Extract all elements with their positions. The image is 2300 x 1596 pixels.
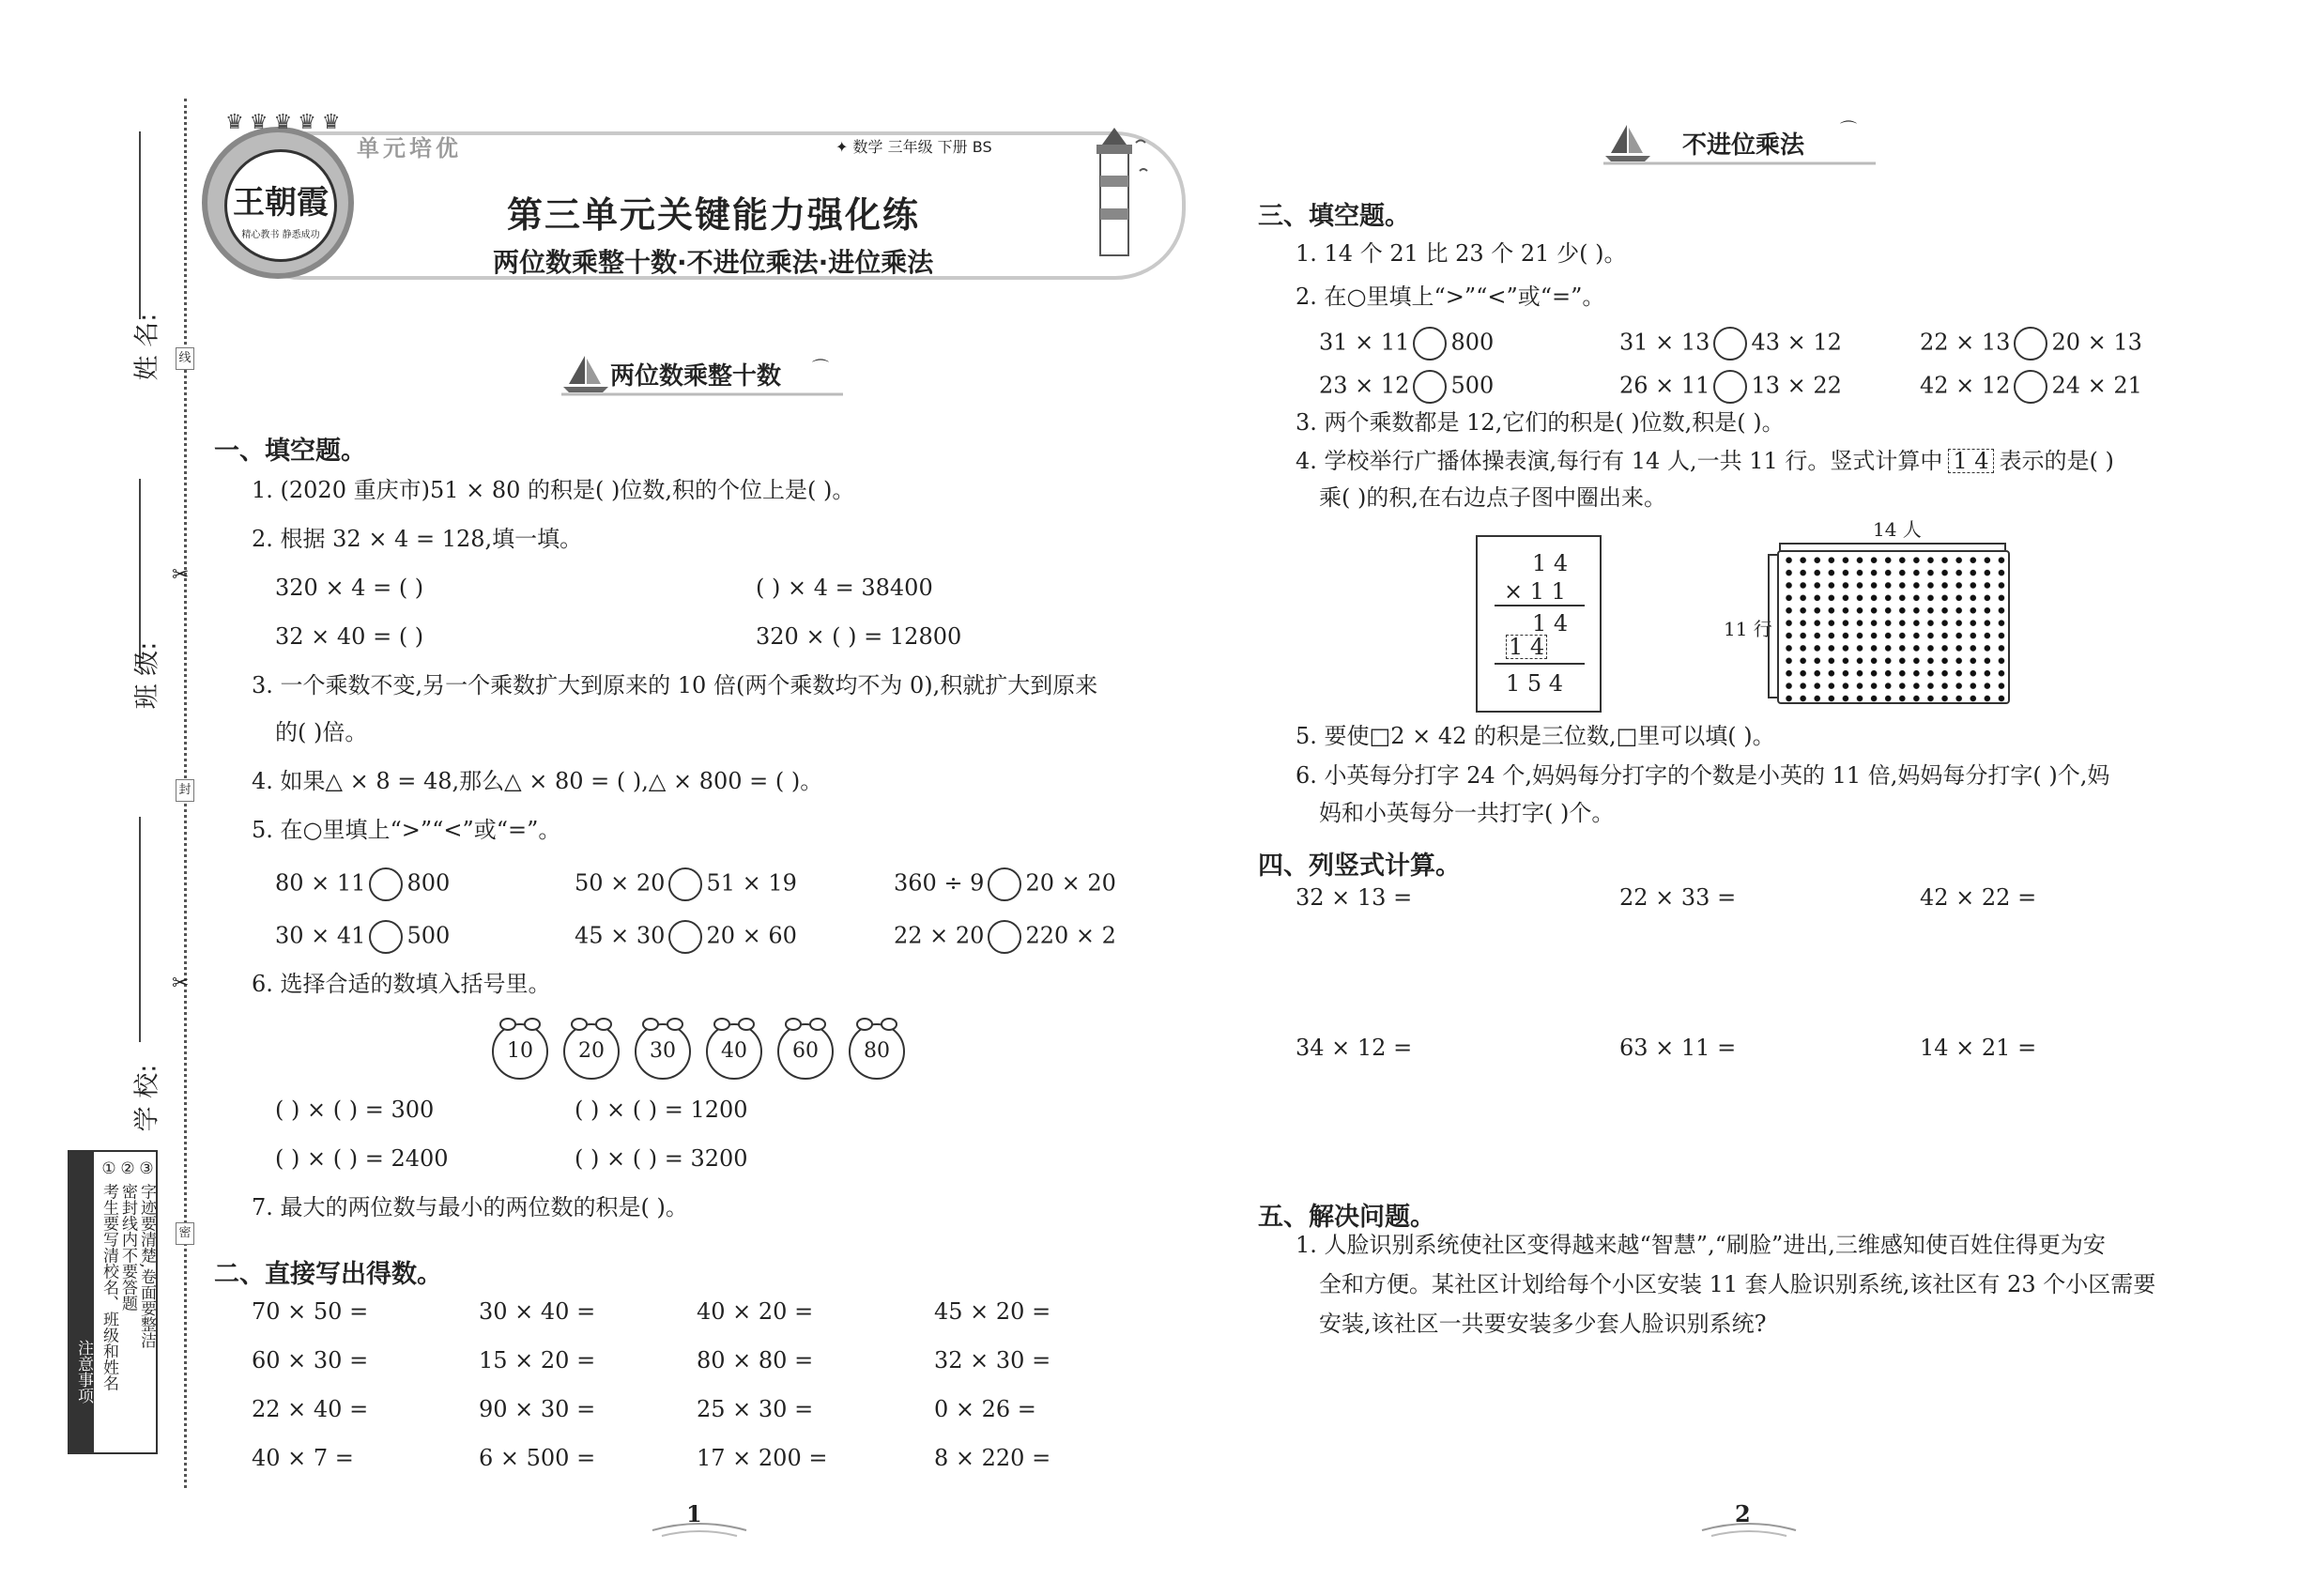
compare-item: 31 × 11 800 (1319, 327, 1494, 361)
page-title: 第三单元关键能力强化练 (507, 194, 921, 236)
number-card: 60 (777, 1023, 834, 1080)
question: 1. (2020 重庆市)51 × 80 的积是( )位数,积的个位上是( )。 (252, 477, 855, 503)
oral-calc-item[interactable]: 30 × 40 = (479, 1298, 596, 1325)
question: 妈和小英每分一共打字( )个。 (1319, 800, 1615, 826)
question: 5. 要使□2 × 42 的积是三位数,□里可以填( )。 (1296, 723, 1775, 749)
compare-circle[interactable] (1713, 327, 1747, 361)
compare-circle[interactable] (1713, 370, 1747, 404)
notes-box (68, 1150, 158, 1454)
problem-text: 1. 人脸识别系统使社区变得越来越“智慧”,“刷脸”进出,三维感知使百姓住得更为安 (1296, 1232, 2106, 1258)
calc-result: 1 5 4 (1506, 670, 1564, 697)
notes-title: 注意事项 (74, 1340, 93, 1404)
grid-side-brace (1768, 554, 1777, 698)
answer-item[interactable]: ( ) × ( ) = 300 (275, 1097, 435, 1123)
calc-item[interactable]: 32 × 13 = (1296, 884, 1413, 911)
number-card: 10 (492, 1023, 548, 1080)
compare-circle[interactable] (2014, 370, 2047, 404)
question: 1. 14 个 21 比 23 个 21 少( )。 (1296, 240, 1627, 267)
crown-icon: ♛♛♛♛♛ (225, 111, 346, 134)
compare-item: 22 × 13 20 × 13 (1920, 327, 2142, 361)
seal-mark: 线 (176, 347, 194, 370)
note-item: ② 密封线内不要答题 (118, 1159, 137, 1312)
seal-mark: 密 (176, 1222, 194, 1245)
oral-calc-item[interactable]: 45 × 20 = (934, 1298, 1051, 1325)
compare-item: 30 × 41 500 (275, 920, 450, 954)
oral-calc-item[interactable]: 15 × 20 = (479, 1347, 596, 1373)
oral-calc-item[interactable]: 22 × 40 = (252, 1396, 369, 1422)
section-heading: 五、解决问题。 (1258, 1203, 1435, 1232)
compare-item: 22 × 20 220 × 2 (894, 920, 1116, 954)
note-item: ③ 字迹要清楚,卷面要整洁 (137, 1159, 156, 1348)
compare-circle[interactable] (1413, 370, 1447, 404)
bird-icon: ⌒ (812, 359, 829, 378)
section-heading: 一、填空题。 (214, 437, 366, 466)
compare-item: 45 × 30 20 × 60 (575, 920, 797, 954)
problem-text: 安装,该社区一共要安装多少套人脸识别系统? (1319, 1311, 1767, 1337)
topic-heading: 不进位乘法 (1682, 131, 1805, 160)
question: 6. 选择合适的数填入括号里。 (252, 971, 551, 997)
scissors-icon: ✂ (172, 972, 190, 995)
calc-item[interactable]: 14 × 21 = (1920, 1035, 2037, 1061)
calc-item[interactable]: 63 × 11 = (1619, 1035, 1737, 1061)
boxed-digits: 1 4 (1948, 449, 1993, 473)
answer-item[interactable]: ( ) × ( ) = 3200 (575, 1145, 748, 1172)
page-subtitle: 两位数乘整十数·不进位乘法·进位乘法 (493, 247, 934, 278)
meta-text: 数学 三年级 下册 BS (852, 138, 992, 156)
calc-row: 1 4 (1532, 610, 1569, 637)
compare-item: 80 × 11 800 (275, 867, 450, 901)
compare-item: 31 × 13 43 × 12 (1619, 327, 1842, 361)
name-label: 姓 名: (132, 313, 162, 381)
compare-circle[interactable] (668, 920, 702, 954)
compare-item: 42 × 12 24 × 21 (1920, 370, 2142, 404)
oral-calc-item[interactable]: 0 × 26 = (934, 1396, 1036, 1422)
oral-calc-item[interactable]: 17 × 200 = (697, 1445, 828, 1471)
calc-row: 1 4 (1532, 550, 1569, 576)
scissors-icon: ✂ (172, 563, 190, 587)
seal-mark: 封 (176, 779, 194, 802)
compare-circle[interactable] (668, 867, 702, 901)
calc-row-boxed: 1 4 (1506, 635, 1547, 659)
question: 乘( )的积,在右边点子图中圈出来。 (1319, 484, 1666, 511)
compare-item: 360 ÷ 9 20 × 20 (894, 867, 1116, 901)
question: 3. 两个乘数都是 12,它们的积是( )位数,积是( )。 (1296, 409, 1785, 436)
answer-item[interactable]: 320 × 4 = ( ) (275, 575, 424, 601)
answer-item[interactable]: ( ) × ( ) = 1200 (575, 1097, 748, 1123)
section-heading: 三、填空题。 (1258, 202, 1410, 231)
notes-title-bar (69, 1152, 94, 1452)
section-heading: 四、列竖式计算。 (1258, 852, 1461, 881)
logo-badge (202, 127, 354, 279)
number-card: 80 (849, 1023, 905, 1080)
meta-info (836, 135, 992, 157)
compare-item: 50 × 20 51 × 19 (575, 867, 797, 901)
oral-calc-item[interactable]: 40 × 7 = (252, 1445, 354, 1471)
compare-item: 23 × 12 500 (1319, 370, 1494, 404)
compare-circle[interactable] (988, 920, 1021, 954)
oral-calc-item[interactable]: 32 × 30 = (934, 1347, 1051, 1373)
question: 2. 根据 32 × 4 = 128,填一填。 (252, 526, 583, 552)
oral-calc-item[interactable]: 25 × 30 = (697, 1396, 814, 1422)
page-number: 2 (1735, 1500, 1751, 1527)
calc-item[interactable]: 42 × 22 = (1920, 884, 2037, 911)
question: 4. 学校举行广播体操表演,每行有 14 人,一共 11 行。竖式计算中 1 4 表示的是( ) (1296, 448, 2114, 474)
number-card: 30 (635, 1023, 691, 1080)
number-card: 40 (706, 1023, 762, 1080)
grid-top-label: 14 人 (1873, 518, 1922, 541)
calc-row: × 1 1 (1504, 578, 1566, 605)
oral-calc-item[interactable]: 6 × 500 = (479, 1445, 596, 1471)
school-label: 学 校: (132, 1064, 162, 1132)
bird-icon: ⌒ (1840, 120, 1857, 140)
grid-side-label: 11 行 (1724, 618, 1772, 640)
question: 6. 小英每分打字 24 个,妈妈每分打字的个数是小英的 11 倍,妈妈每分打字( )个,妈 (1296, 762, 2110, 789)
note-item: ① 考生要写清校名、班级和姓名 (100, 1159, 118, 1391)
answer-item[interactable]: ( ) × 4 = 38400 (756, 575, 933, 601)
question: 4. 如果△ × 8 = 48,那么△ × 80 = ( ),△ × 800 = ( )。 (252, 768, 823, 794)
answer-item[interactable]: 32 × 40 = ( ) (275, 623, 424, 650)
answer-item[interactable]: 320 × ( ) = 12800 (756, 623, 962, 650)
oral-calc-item[interactable]: 80 × 80 = (697, 1347, 814, 1373)
class-label: 班 级: (132, 641, 162, 710)
sparkle-icon: ✦ (836, 138, 849, 156)
calc-item[interactable]: 22 × 33 = (1619, 884, 1737, 911)
brand-label: 单元培优 (357, 135, 462, 161)
oral-calc-item[interactable]: 90 × 30 = (479, 1396, 596, 1422)
question: 7. 最大的两位数与最小的两位数的积是( )。 (252, 1194, 688, 1220)
oral-calc-item[interactable]: 70 × 50 = (252, 1298, 369, 1325)
section-heading: 二、直接写出得数。 (214, 1260, 442, 1289)
compare-circle[interactable] (369, 920, 403, 954)
oral-calc-item[interactable]: 8 × 220 = (934, 1445, 1051, 1471)
compare-circle[interactable] (988, 867, 1021, 901)
oral-calc-item[interactable]: 60 × 30 = (252, 1347, 369, 1373)
question: 5. 在○里填上“>”“<”或“=”。 (252, 817, 561, 843)
answer-item[interactable]: ( ) × ( ) = 2400 (275, 1145, 449, 1172)
school-line[interactable] (139, 817, 141, 1042)
compare-circle[interactable] (2014, 327, 2047, 361)
question: 的( )倍。 (275, 719, 368, 745)
dot-grid[interactable] (1777, 550, 2010, 704)
vertical-calc-box (1476, 535, 1602, 713)
calc-item[interactable]: 34 × 12 = (1296, 1035, 1413, 1061)
logo-subtext: 精心教书 静悉成功 (241, 230, 320, 240)
problem-text: 全和方便。某社区计划给每个小区安装 11 套人脸识别系统,该社区有 23 个小区需要 (1319, 1271, 2156, 1297)
page-number: 1 (686, 1500, 702, 1527)
compare-item: 26 × 11 13 × 22 (1619, 370, 1842, 404)
number-card: 20 (563, 1023, 620, 1080)
logo-text: 王朝霞 (233, 184, 329, 222)
name-line[interactable] (139, 131, 141, 319)
question: 2. 在○里填上“>”“<”或“=”。 (1296, 284, 1605, 310)
topic-heading: 两位数乘整十数 (610, 362, 782, 391)
compare-circle[interactable] (369, 867, 403, 901)
lighthouse-icon (1078, 124, 1153, 265)
question: 3. 一个乘数不变,另一个乘数扩大到原来的 10 倍(两个乘数均不为 0),积就扩大到原来 (252, 672, 1098, 698)
logo-inner (224, 149, 337, 262)
class-line[interactable] (139, 479, 141, 667)
compare-circle[interactable] (1413, 327, 1447, 361)
oral-calc-item[interactable]: 40 × 20 = (697, 1298, 814, 1325)
